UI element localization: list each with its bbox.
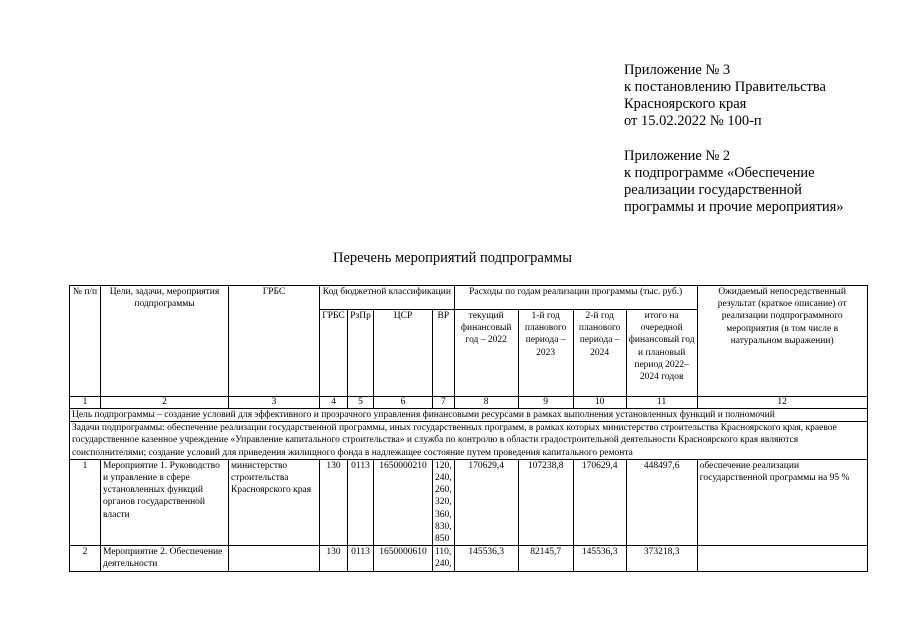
- header-budget-code: Код бюджетной классификации: [320, 286, 455, 310]
- appendix-3-block: [624, 62, 826, 130]
- header-grbs: ГРБС: [229, 286, 320, 397]
- appendix-2-line: реализации государственной: [624, 182, 802, 198]
- row-measure-name: Мероприятие 2. Обеспечение деятельности: [101, 546, 229, 571]
- row-result: обеспечение реализации государственной программы на 95 %: [697, 459, 867, 545]
- appendix-2-line: Приложение № 2: [624, 148, 731, 164]
- goal-text: Цель подпрограммы – создание условий для эффективного и прозрачного управления финансовыми ресурсами в рамках выполнения установленных функций и полномочий: [70, 409, 868, 422]
- appendix-2-block: [624, 148, 844, 216]
- row-csr: 1650000210: [374, 459, 433, 545]
- column-number: 1: [70, 397, 101, 409]
- header-sub-grbs: ГРБС: [320, 310, 348, 397]
- table-row: [70, 546, 868, 571]
- row-amount-total: 448497,6: [626, 459, 697, 545]
- header-result: Ожидаемый непосредственный результат (краткое описание) от реализации подпрограммного мероприятия (в том числе в натуральном выражении): [697, 286, 867, 397]
- row-vr: 110, 240,: [433, 546, 455, 571]
- column-number: 8: [454, 397, 518, 409]
- appendix-3-line: к постановлению Правительства: [624, 79, 826, 95]
- row-amount-2024: 170629,4: [573, 459, 626, 545]
- header-sub-csr: ЦСР: [374, 310, 433, 397]
- row-num: 2: [70, 546, 101, 571]
- column-number: 12: [697, 397, 867, 409]
- document-title: Перечень мероприятий подпрограммы: [333, 250, 572, 266]
- column-number: 11: [626, 397, 697, 409]
- header-sub-rzpr: РзПр: [348, 310, 374, 397]
- task-text: Задачи подпрограммы: обеспечение реализации государственной программы, иных государственных программ, в рамках которых министерство строительства Красноярского края, краевое государственное казенное учреждение «Управление капитального строительства» и служба по контролю в области градостроительной деятельности Красноярского края являются соисполнителями; создание условий для приведения жилищного фонда в надлежащее состояние путем проведения капитального ремонта: [70, 422, 868, 460]
- task-row: [70, 422, 868, 460]
- column-number: 5: [348, 397, 374, 409]
- column-number: 4: [320, 397, 348, 409]
- row-grbs-code: 130: [320, 459, 348, 545]
- row-amount-2022: 145536,3: [454, 546, 518, 571]
- appendix-3-line: от 15.02.2022 № 100-п: [624, 113, 762, 129]
- appendix-2-line: программы и прочие мероприятия»: [624, 199, 844, 215]
- row-result: [697, 546, 867, 571]
- header-sub-vr: ВР: [433, 310, 455, 397]
- row-num: 1: [70, 459, 101, 545]
- header-expenses: Расходы по годам реализации программы (тыс. руб.): [454, 286, 697, 310]
- column-number: 2: [101, 397, 229, 409]
- row-csr: 1650000610: [374, 546, 433, 571]
- row-grbs-name: [229, 546, 320, 571]
- appendix-2-line: к подпрограмме «Обеспечение: [624, 165, 815, 181]
- header-num: № п/п: [70, 286, 101, 397]
- appendix-3-line: Красноярского края: [624, 96, 747, 112]
- row-vr: 120, 240, 260, 320, 360, 830, 850: [433, 459, 455, 545]
- header-sub-current-year: текущий финансовый год – 2022: [454, 310, 518, 397]
- header-sub-year2: 2-й год планового периода – 2024: [573, 310, 626, 397]
- row-grbs-name: министерство строительства Красноярского края: [229, 459, 320, 545]
- row-amount-2023: 107238,8: [518, 459, 573, 545]
- column-number: 10: [573, 397, 626, 409]
- column-number: 9: [518, 397, 573, 409]
- measures-table: [69, 285, 868, 572]
- goal-row: [70, 409, 868, 422]
- header-sub-year1: 1-й год планового периода – 2023: [518, 310, 573, 397]
- row-grbs-code: 130: [320, 546, 348, 571]
- column-number: 6: [374, 397, 433, 409]
- column-number-row: [70, 397, 868, 409]
- row-amount-2023: 82145,7: [518, 546, 573, 571]
- appendix-3-line: Приложение № 3: [624, 62, 731, 78]
- row-rzpr: 0113: [348, 546, 374, 571]
- header-goals: Цели, задачи, мероприятия подпрограммы: [101, 286, 229, 397]
- row-rzpr: 0113: [348, 459, 374, 545]
- column-number: 3: [229, 397, 320, 409]
- row-measure-name: Мероприятие 1. Руководство и управление в сфере установленных функций органов государственной власти: [101, 459, 229, 545]
- row-amount-total: 373218,3: [626, 546, 697, 571]
- row-amount-2022: 170629,4: [454, 459, 518, 545]
- header-sub-total: итого на очередной финансовый год и плановый период 2022–2024 годов: [626, 310, 697, 397]
- header-row-1: [70, 286, 868, 310]
- row-amount-2024: 145536,3: [573, 546, 626, 571]
- column-number: 7: [433, 397, 455, 409]
- table-row: [70, 459, 868, 545]
